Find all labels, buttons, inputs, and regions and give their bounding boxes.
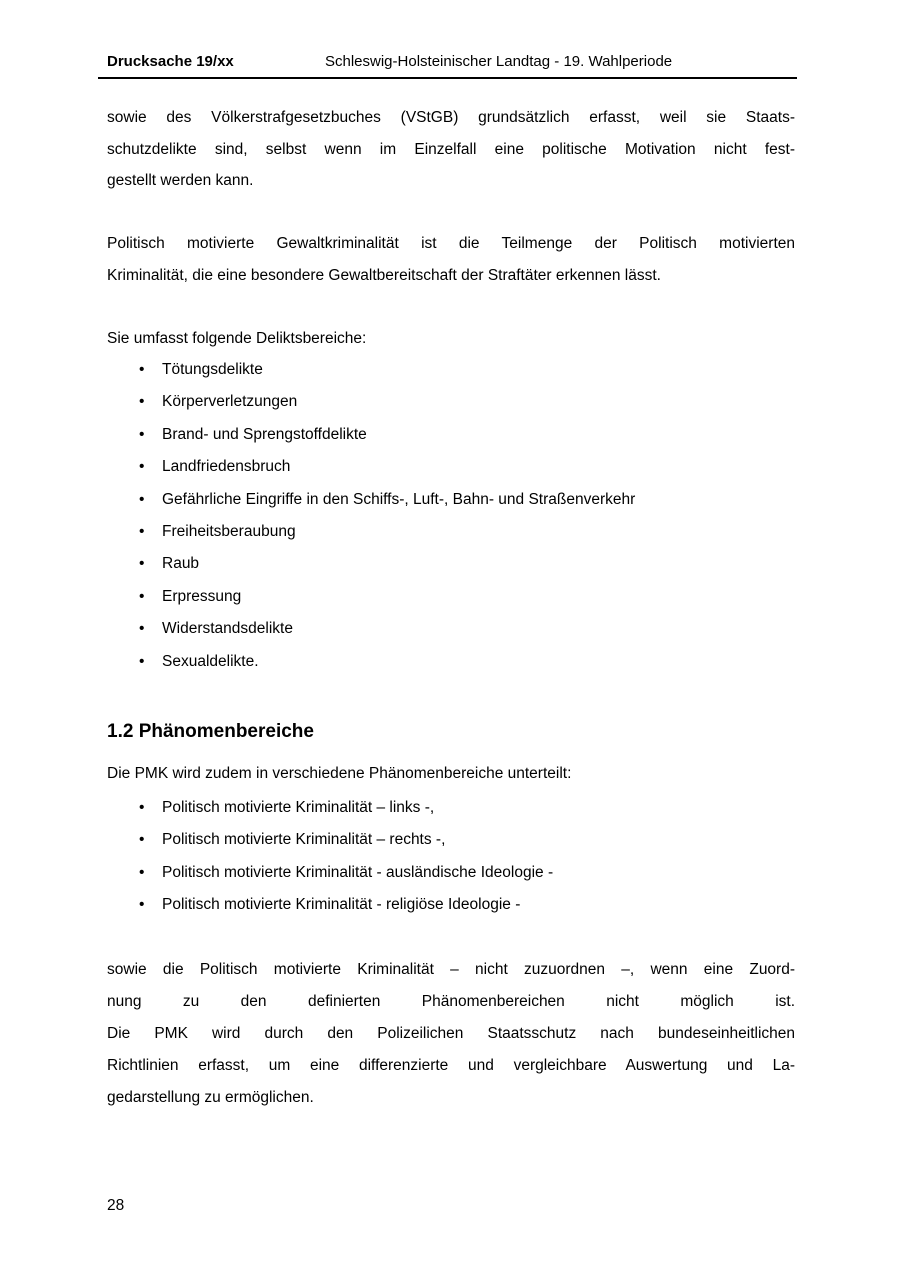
bullet-icon: • [139, 831, 145, 849]
list-item [107, 613, 795, 645]
bullet-icon: • [139, 587, 145, 605]
list-item-text: Politisch motivierte Kriminalität – rechts -, [162, 831, 446, 849]
list-item-text: Körperverletzungen [162, 393, 298, 411]
list-item [107, 419, 795, 451]
list-item-text: Sexualdelikte. [162, 652, 259, 670]
list-item-text: Politisch motivierte Kriminalität - ausländische Ideologie - [162, 863, 554, 881]
paragraph-zuordnung [107, 954, 795, 1114]
bullet-icon: • [139, 620, 145, 638]
list-item [107, 386, 795, 418]
list-item-text: Politisch motivierte Kriminalität - religiöse Ideologie - [162, 896, 521, 914]
header-row [98, 52, 797, 71]
offence-list [107, 354, 795, 678]
bullet-icon: • [139, 896, 145, 914]
bullet-icon: • [139, 425, 145, 443]
list-item-text: Widerstandsdelikte [162, 620, 293, 638]
bullet-icon: • [139, 361, 145, 378]
list-intro: Sie umfasst folgende Deliktsbereiche: [107, 329, 367, 347]
paragraph-line: Die PMK wird durch den Polizeilichen Staatsschutz nach bundeseinheitlichen [107, 1024, 795, 1042]
paragraph-line: Kriminalität, die eine besondere Gewaltbereitschaft der Straftäter erkennen lässt. [107, 266, 661, 284]
list-item-text: Landfriedensbruch [162, 458, 291, 476]
page-footer [107, 1196, 124, 1216]
list-item [107, 857, 795, 890]
list-item [107, 548, 795, 580]
paragraph-line: schutzdelikte sind, selbst wenn im Einzelfall eine politische Motivation nicht fest- [107, 140, 795, 158]
header-doc-number: Drucksache 19/xx [107, 53, 234, 70]
paragraph-gewaltkriminalitaet [107, 228, 795, 291]
paragraph-line: Richtlinien erfasst, um eine differenzierte und vergleichbare Auswertung und La- [107, 1056, 795, 1074]
list-item [107, 354, 795, 386]
paragraph-line: gedarstellung zu ermöglichen. [107, 1088, 314, 1106]
list-item-text: Politisch motivierte Kriminalität – links -, [162, 798, 435, 816]
list-item [107, 792, 795, 825]
list-item [107, 516, 795, 548]
bullet-icon: • [139, 490, 145, 508]
paragraph-line: nung zu den definierten Phänomenbereichen nicht möglich ist. [107, 992, 795, 1010]
list-item-text: Raub [162, 555, 200, 573]
list-item [107, 484, 795, 516]
list-item [107, 581, 795, 613]
bullet-icon: • [139, 798, 145, 816]
header-title: Schleswig-Holsteinischer Landtag - 19. Wahlperiode [325, 53, 673, 70]
page-number: 28 [107, 1197, 125, 1214]
phenomena-list [107, 792, 795, 922]
paragraph-line: gestellt werden kann. [107, 172, 254, 189]
list-item-text: Brand- und Sprengstoffdelikte [162, 425, 367, 443]
bullet-icon: • [139, 523, 145, 541]
list-item [107, 451, 795, 483]
list-item-text: Tötungsdelikte [162, 361, 263, 378]
paragraph-vstgb [107, 102, 795, 197]
paragraph-line: sowie des Völkerstrafgesetzbuches (VStGB) grundsätzlich erfasst, weil sie Staats- [107, 109, 795, 126]
list-item-text: Gefährliche Eingriffe in den Schiffs-, Luft-, Bahn- und Straßenverkehr [162, 490, 636, 508]
bullet-icon: • [139, 393, 145, 411]
section-heading: 1.2 Phänomenbereiche [107, 721, 314, 743]
page-header [98, 0, 797, 79]
bullet-icon: • [139, 652, 145, 670]
list-item [107, 824, 795, 857]
bullet-icon: • [139, 863, 145, 881]
bullet-icon: • [139, 458, 145, 476]
list-item [107, 646, 795, 678]
document-body [107, 102, 795, 1114]
bullet-icon: • [139, 555, 145, 573]
list-item-text: Freiheitsberaubung [162, 523, 296, 541]
list-item [107, 889, 795, 922]
paragraph-line: sowie die Politisch motivierte Kriminalität – nicht zuzuordnen –, wenn eine Zuord- [107, 960, 795, 978]
paragraph-line: Politisch motivierte Gewaltkriminalität ist die Teilmenge der Politisch motivierten [107, 235, 795, 252]
section-intro: Die PMK wird zudem in verschiedene Phänomenbereiche unterteilt: [107, 765, 572, 783]
list-item-text: Erpressung [162, 587, 242, 605]
